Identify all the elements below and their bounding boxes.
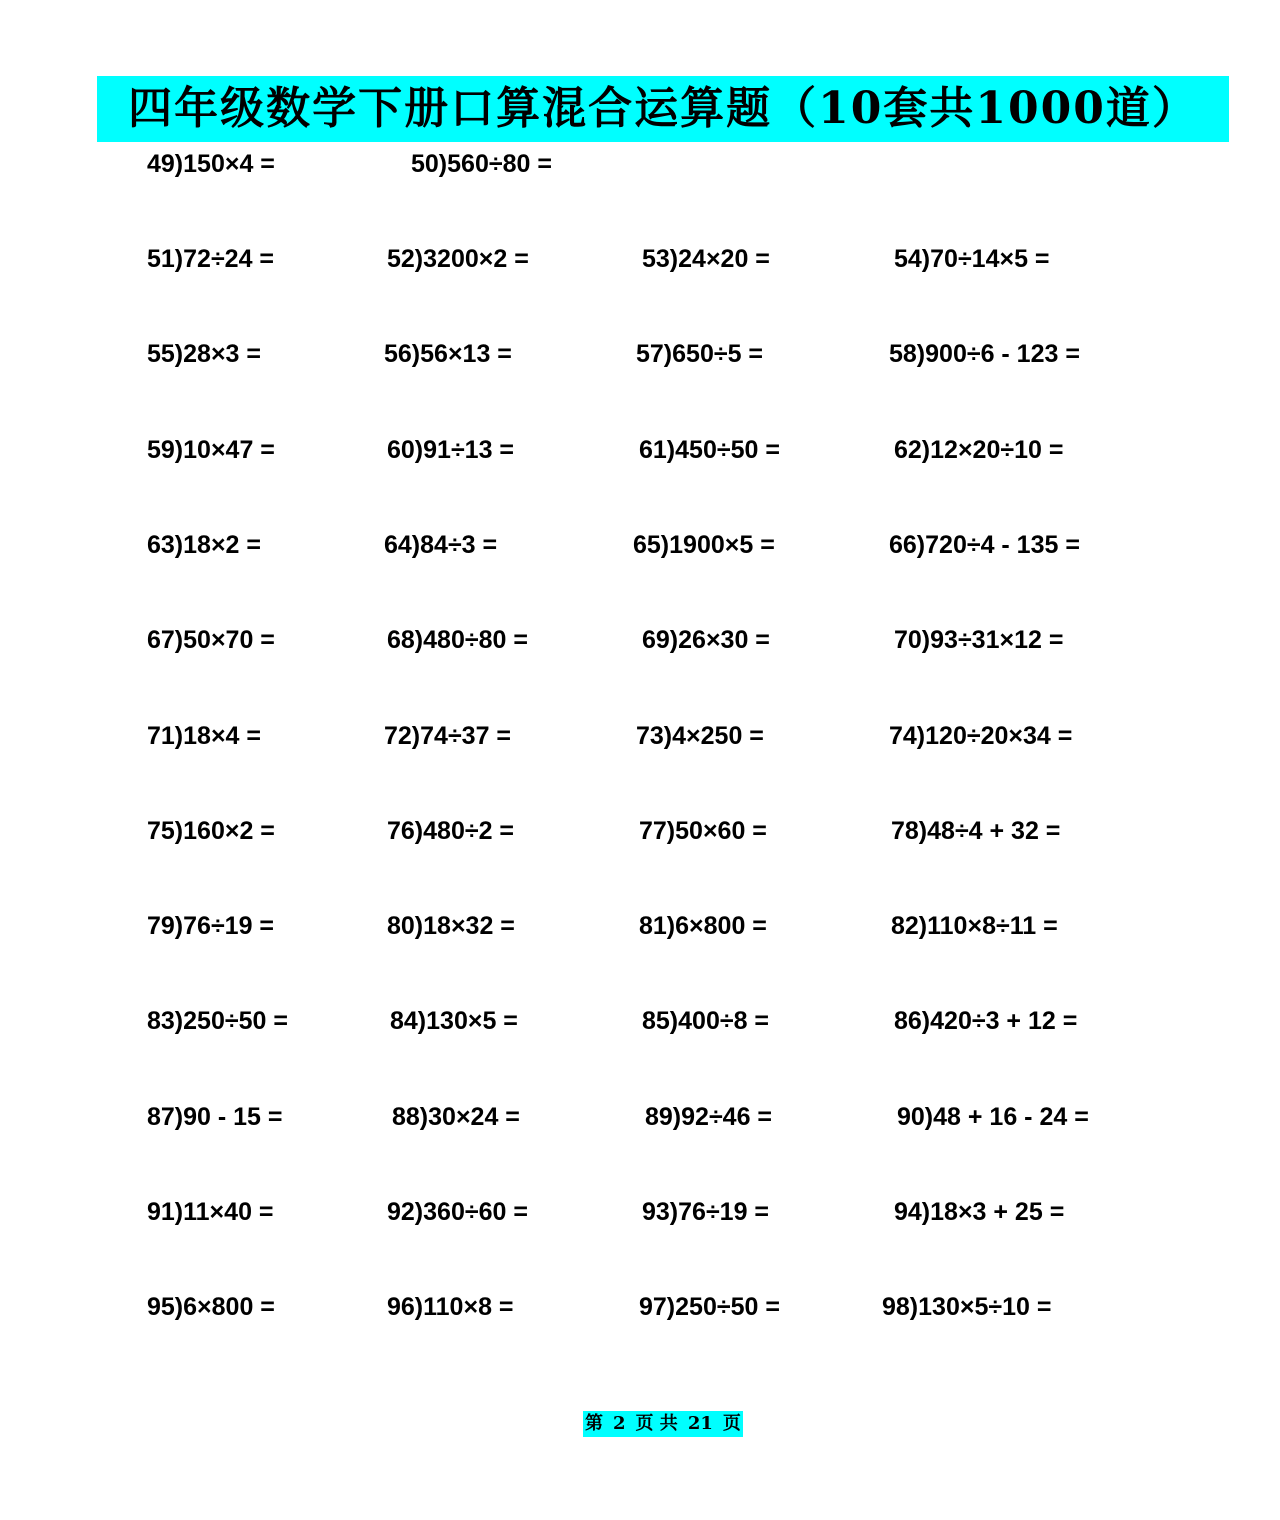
problem-item: 54)70÷14×5 = (894, 245, 1050, 273)
problem-item: 55)28×3 = (147, 340, 261, 368)
title-banner (97, 76, 1229, 142)
problem-item: 58)900÷6 - 123 = (889, 340, 1080, 368)
problem-item: 66)720÷4 - 135 = (889, 531, 1080, 559)
problem-item: 51)72÷24 = (147, 245, 275, 273)
problem-item: 53)24×20 = (642, 245, 770, 273)
footer-prefix: 第 (585, 1413, 603, 1434)
problem-row (0, 1192, 1280, 1232)
problem-item: 77)50×60 = (639, 817, 767, 845)
problem-item: 67)50×70 = (147, 626, 275, 654)
problem-item: 89)92÷46 = (645, 1103, 773, 1131)
problem-item: 57)650÷5 = (636, 340, 764, 368)
problem-item: 61)450÷50 = (639, 436, 780, 464)
problem-item: 90)48 + 16 - 24 = (897, 1103, 1089, 1131)
problem-item: 72)74÷37 = (384, 722, 512, 750)
problem-item: 83)250÷50 = (147, 1007, 288, 1035)
problem-row (0, 1287, 1280, 1327)
problem-row (0, 1097, 1280, 1137)
problem-item: 95)6×800 = (147, 1293, 275, 1321)
problem-item: 84)130×5 = (390, 1007, 518, 1035)
footer-suffix: 页 (722, 1413, 741, 1434)
problem-item: 49)150×4 = (147, 150, 275, 178)
problem-item: 98)130×5÷10 = (882, 1293, 1052, 1321)
page-title: 四年级数学下册口算混合运算题（10套共1000道） (128, 83, 1198, 134)
total-page-count: 21 (687, 1413, 713, 1434)
problem-item: 85)400÷8 = (642, 1007, 770, 1035)
page-footer (583, 1411, 743, 1437)
problem-row (0, 525, 1280, 565)
problem-item: 91)11×40 = (147, 1198, 274, 1226)
problem-item: 64)84÷3 = (384, 531, 498, 559)
problem-row (0, 1001, 1280, 1041)
problem-item: 65)1900×5 = (633, 531, 775, 559)
current-page-number: 2 (613, 1413, 626, 1434)
problem-item: 92)360÷60 = (387, 1198, 528, 1226)
problem-row (0, 430, 1280, 470)
problem-item: 60)91÷13 = (387, 436, 515, 464)
problem-item: 69)26×30 = (642, 626, 770, 654)
problem-row (0, 239, 1280, 279)
problem-item: 94)18×3 + 25 = (894, 1198, 1065, 1226)
problem-item: 93)76÷19 = (642, 1198, 770, 1226)
problem-row (0, 716, 1280, 756)
problem-row (0, 334, 1280, 374)
problem-item: 73)4×250 = (636, 722, 764, 750)
problem-row (0, 620, 1280, 660)
problem-item: 50)560÷80 = (411, 150, 552, 178)
problem-item: 81)6×800 = (639, 912, 767, 940)
problem-item: 75)160×2 = (147, 817, 275, 845)
problem-item: 74)120÷20×34 = (889, 722, 1073, 750)
problem-item: 59)10×47 = (147, 436, 275, 464)
problem-item: 82)110×8÷11 = (891, 912, 1058, 940)
problem-item: 78)48÷4 + 32 = (891, 817, 1061, 845)
problem-item: 52)3200×2 = (387, 245, 529, 273)
problem-item: 97)250÷50 = (639, 1293, 780, 1321)
problem-row (0, 811, 1280, 851)
problem-item: 56)56×13 = (384, 340, 512, 368)
problem-item: 63)18×2 = (147, 531, 261, 559)
problem-item: 88)30×24 = (392, 1103, 520, 1131)
problem-item: 70)93÷31×12 = (894, 626, 1064, 654)
problem-row (0, 144, 1280, 184)
problem-item: 86)420÷3 + 12 = (894, 1007, 1078, 1035)
problem-item: 96)110×8 = (387, 1293, 514, 1321)
problem-item: 62)12×20÷10 = (894, 436, 1064, 464)
problem-item: 79)76÷19 = (147, 912, 275, 940)
problem-item: 71)18×4 = (147, 722, 261, 750)
problem-item: 87)90 - 15 = (147, 1103, 283, 1131)
footer-middle: 页 共 (635, 1413, 678, 1434)
problem-item: 68)480÷80 = (387, 626, 528, 654)
problem-item: 80)18×32 = (387, 912, 515, 940)
problem-item: 76)480÷2 = (387, 817, 515, 845)
problem-row (0, 906, 1280, 946)
